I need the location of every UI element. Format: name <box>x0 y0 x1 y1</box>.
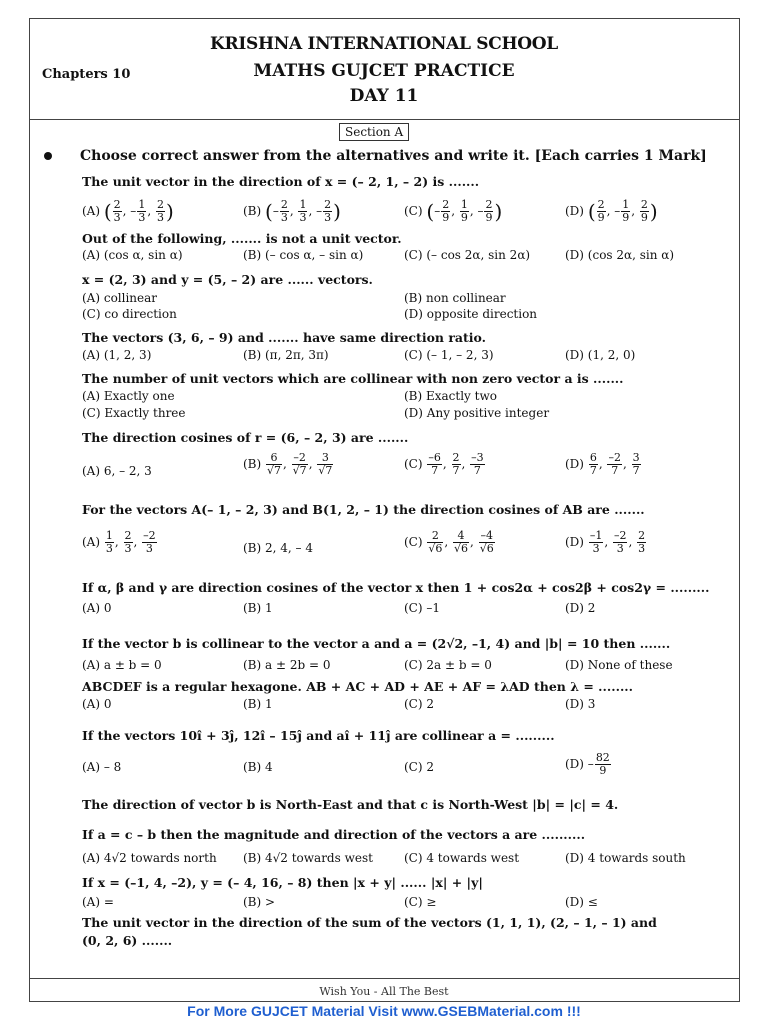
question-10: ABCDEF is a regular hexagone. AB + AC + AD + AE + AF = λAD then λ = ........ <box>82 679 633 694</box>
option-13b: (B) > <box>243 895 276 909</box>
option-2c: (C) (– cos 2α, sin 2α) <box>404 248 531 262</box>
question-12: The direction of vector b is North-East and that c is North-West |b| = |c| = 4. <box>82 797 619 812</box>
option-9c: (C) 2a ± b = 0 <box>404 658 492 672</box>
option-13c: (C) ≥ <box>404 895 437 909</box>
option-3b: (B) non collinear <box>404 291 506 305</box>
question-7: For the vectors A(– 1, – 2, 3) and B(1, 2, – 1) the direction cosines of AB are ....... <box>82 502 645 517</box>
question-4: The vectors (3, 6, – 9) and ....... have same direction ratio. <box>82 330 487 345</box>
paper-title: MATHS GUJCET PRACTICE <box>253 61 515 81</box>
option-7b: (B) 2, 4, – 4 <box>243 541 313 555</box>
question-11: If the vectors 10î + 3ĵ, 12î – 15ĵ and aî + 11ĵ are collinear a = ......... <box>82 728 555 743</box>
option-2d: (D) (cos 2α, sin α) <box>565 248 675 262</box>
question-3: x = (2, 3) and y = (5, – 2) are ...... vectors. <box>82 272 373 287</box>
option-4b: (B) (π, 2π, 3π) <box>243 348 329 362</box>
question-8: If α, β and γ are direction cosines of the vector x then 1 + cos2α + cos2β + cos2γ = ......... <box>82 580 710 595</box>
footer-divider <box>29 978 740 979</box>
day-label: DAY 11 <box>349 86 419 106</box>
option-9d: (D) None of these <box>565 658 673 672</box>
question-9: If the vector b is collinear to the vector a and a = (2√2, –1, 4) and |b| = 10 then ....... <box>82 636 671 651</box>
option-10d: (D) 3 <box>565 697 596 711</box>
option-12b: (B) 4√2 towards west <box>243 851 373 865</box>
option-11b: (B) 4 <box>243 760 273 774</box>
option-4c: (C) (– 1, – 2, 3) <box>404 348 494 362</box>
section-label: Section A <box>339 123 409 141</box>
option-11c: (C) 2 <box>404 760 434 774</box>
option-1d: (D) ( $\frac{2}{9}$ , – $\frac{1}{9}$ , $\frac{2}{9}$ ) <box>565 198 658 224</box>
header-divider <box>29 119 740 120</box>
option-6b: (B) $\frac{6}{√7}$ , $\frac{-2}{√7}$ , $\frac{3}{√7}$ <box>243 451 333 477</box>
option-8b: (B) 1 <box>243 601 273 615</box>
option-3d: (D) opposite direction <box>404 307 538 321</box>
option-1c: (C) (– $\frac{2}{9}$ , $\frac{1}{9}$ , – $\frac{2}{9}$ ) <box>404 198 503 224</box>
option-5d: (D) Any positive integer <box>404 406 550 420</box>
option-5a: (A) Exactly one <box>82 389 175 403</box>
option-10a: (A) 0 <box>82 697 112 711</box>
option-9b: (B) a ± 2b = 0 <box>243 658 331 672</box>
option-12d: (D) 4 towards south <box>565 851 686 865</box>
promo-link[interactable]: For More GUJCET Material Visit www.GSEBMaterial.com !!! <box>187 1003 581 1019</box>
option-13a: (A) = <box>82 895 114 909</box>
instruction-text: Choose correct answer from the alternatives and write it. [Each carries 1 Mark] <box>80 148 707 164</box>
question-14-cont: (0, 2, 6) ....... <box>82 933 173 948</box>
option-3c: (C) co direction <box>82 307 177 321</box>
instruction <box>44 148 707 164</box>
option-5b: (B) Exactly two <box>404 389 497 403</box>
question-5: The number of unit vectors which are collinear with non zero vector a is ....... <box>82 371 624 386</box>
school-name: KRISHNA INTERNATIONAL SCHOOL <box>210 34 558 54</box>
question-12-cont: If a = c – b then the magnitude and direction of the vectors a are .......... <box>82 827 586 842</box>
option-12a: (A) 4√2 towards north <box>82 851 217 865</box>
question-2: Out of the following, ....... is not a unit vector. <box>82 231 402 246</box>
option-7a: (A) $\frac{1}{3}$ , $\frac{2}{3}$ , $\frac{-2}{3}$ <box>82 529 156 555</box>
option-6a: (A) 6, – 2, 3 <box>82 464 152 478</box>
option-4d: (D) (1, 2, 0) <box>565 348 636 362</box>
bullet-icon <box>44 152 52 160</box>
option-7c: (C) $\frac{2}{√6}$ , $\frac{4}{√6}$ , $\frac{-4}{√6}$ <box>404 529 494 555</box>
option-2a: (A) (cos α, sin α) <box>82 248 183 262</box>
option-2b: (B) (– cos α, – sin α) <box>243 248 364 262</box>
option-5c: (C) Exactly three <box>82 406 186 420</box>
question-6: The direction cosines of r = (6, – 2, 3) are ....... <box>82 430 409 445</box>
option-8c: (C) –1 <box>404 601 440 615</box>
option-3a: (A) collinear <box>82 291 158 305</box>
option-6c: (C) $\frac{-6}{7}$ , $\frac{2}{7}$ , $\frac{-3}{7}$ <box>404 451 484 477</box>
question-1: The unit vector in the direction of x = (– 2, 1, – 2) is ....... <box>82 174 480 189</box>
option-8d: (D) 2 <box>565 601 596 615</box>
option-4a: (A) (1, 2, 3) <box>82 348 152 362</box>
option-9a: (A) a ± b = 0 <box>82 658 162 672</box>
footer-wish: Wish You - All The Best <box>319 985 449 998</box>
question-14: The unit vector in the direction of the sum of the vectors (1, 1, 1), (2, – 1, – 1) and <box>82 915 657 930</box>
option-6d: (D) $\frac{6}{7}$ , $\frac{-2}{7}$ , $\frac{3}{7}$ <box>565 451 640 477</box>
option-8a: (A) 0 <box>82 601 112 615</box>
option-11a: (A) – 8 <box>82 760 122 774</box>
option-10b: (B) 1 <box>243 697 273 711</box>
option-11d: (D) – $\frac{82}{9}$ <box>565 751 610 777</box>
option-10c: (C) 2 <box>404 697 434 711</box>
chapters-label: Chapters 10 <box>42 67 131 82</box>
question-13: If x = (–1, 4, –2), y = (– 4, 16, – 8) then |x + y| ...... |x| + |y| <box>82 875 483 890</box>
option-1b: (B) (– $\frac{2}{3}$ , $\frac{1}{3}$ , – $\frac{2}{3}$ ) <box>243 198 341 224</box>
option-13d: (D) ≤ <box>565 895 598 909</box>
option-12c: (C) 4 towards west <box>404 851 520 865</box>
option-1a: (A) ( $\frac{2}{3}$ , – $\frac{1}{3}$ , $\frac{2}{3}$ ) <box>82 198 174 224</box>
option-7d: (D) $\frac{-1}{3}$ , $\frac{-2}{3}$ , $\frac{2}{3}$ <box>565 529 646 555</box>
